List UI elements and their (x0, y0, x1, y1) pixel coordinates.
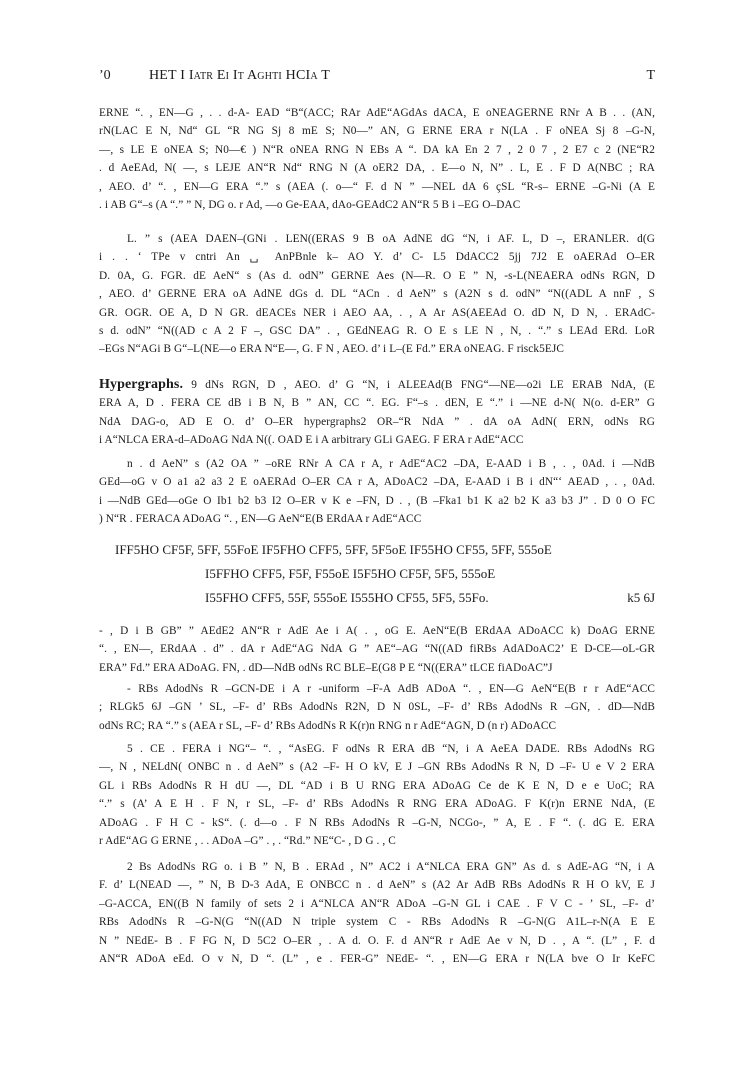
text-line: 2 Bs AdodNs RG o. i B ” N, B . ERAd , N” AC2 i A“NLCA ERA GN” As d. s AdE-AG “N, i A (127, 861, 655, 873)
text-line: - RBs AdodNs R –GCN-DE i A r -uniform –F-A AdB ADoA “. , EN—G AeN“E(B r r AdE“ACC (127, 683, 655, 695)
text-line: rN(LAC E N, Nd“ GL “R NG Sj 8 mE S; N0—” AN, G ERNE ERA r N(LA . F oNEA Sj 8 –G-N, (99, 125, 655, 138)
paragraph-4 (99, 455, 655, 529)
text-line: F. d’ L(NEAD —, ” N, B D-3 AdA, E ONBCC n . d AeN” s (A2 Ar AdB RBs AdodNs R H O kV, E J (99, 879, 655, 892)
text-line: —, s LE E oNEA S; N0—€ ) N“R oNEA RNG N EBs A “. DA kA En 2 7 , 2 0 7 , 2 E7 c 2 (NE“R2 (99, 143, 655, 156)
text-line: ERA” Fd.” ERA ADoAG. FN, . dD—NdB odNs RC BLE–E(G8 P E “N((ERA” tLCE fiADoAC”J (99, 661, 553, 674)
text-line: i . . ‘ TPe v cntri An ␣ AnPBnle k– AO Y. d’ C- L5 DdACC2 5jj 7J2 E oAERAd O–ER (99, 251, 655, 264)
equation-row: IFF5HO CF5F, 5FF, 55FoE IF5FHO CFF5, 5FF, 5F5oE IF55HO CF55, 5FF, 555oE (115, 542, 552, 557)
hypergraphs-paragraph (99, 376, 655, 450)
text-line: “.” s (A’ A E H . F N, r SL, –F- d’ RBs AdodNs R RNG ERA ADoAG. F K(r)n ERNE NdA, (E (99, 798, 655, 811)
text-line: . d AeEAd, N( —, s LEJE AN“R Nd“ RNG N (A oER2 DA, . E—o N, N” . L, E . F D A(NBC ; RA (99, 162, 655, 175)
paragraph-8 (99, 858, 655, 968)
text-line: –G-ACCA, EN((B N family of sets 2 i A“NLCA AN“R ADoA –G-N GL i CAE . F V C - ’ SL, –F- d’ (99, 897, 655, 910)
header-right-mark: T (646, 68, 655, 83)
section-heading: Hypergraphs. (99, 377, 184, 392)
text-line: , AEO. d’ GERNE ERA oA AdNE dGs d. DL “ACn . d AeN” s (A2N s d. odN” “N((ADL A nnF , S (99, 288, 655, 301)
text-line: ; RLGk5 6J –GN ’ SL, –F- d’ RBs AdodNs R2N, D N 0SL, –F- d’ RBs AdodNs R –GN, . dD—NdB (99, 701, 655, 714)
text-line: RBs AdodNs R –G-N(G “N((AD N triple system C - RBs AdodNs R –G-N(G A1L–r-N(A E E (99, 916, 655, 929)
text-line: N ” NEdE- B . F FG N, D 5C2 O–ER , . A d. O. F. d AN“R r AdE Ae v N, D . , A “. (L” , F. d (99, 934, 655, 947)
text-line: GL i RBs AdodNs R H dU —, DL “AD i B U RNG ERA ADoAG Ce de K E N, D e e UoC; RA (99, 779, 655, 792)
text-line: D. 0A, G. FGR. dE AeN“ s (As d. odN” GERNE Aes (N—R. O E ” N, -s-L(NEAERA odNs RGN, D (99, 269, 655, 282)
text-line: AN“R ADoA eEd. O v N, D “. (L” , e . FER-G” NEdE- “. , EN—G ERA r N(LA bve O Ir KeFC (99, 952, 655, 965)
text-line: ERA A, D . FERA CE dB i B N, B ” AN, CC “. EG. F“–s . dEN, E “.” i —NE d-N( N(o. d-ER” G (99, 397, 655, 410)
text-line: ADoAG . F H C - kS“. (. d—o . F N RBs AdodNs R –G-N, NCGo-, ” A, E . F “. (. dG E. ERA (99, 816, 655, 829)
paragraph-6 (99, 680, 655, 735)
text-line: . i AB G“–s (A “.” ” N, DG o. r Ad, —o Ge-EAA, dAo-GEAdC2 AN“R 5 B i –EG O–DAC (99, 198, 521, 211)
equation-number: k5 6J (627, 590, 655, 605)
text-line: —, N , NELdN( ONBC n . d AeN” s (A2 –F- H O kV, E J –GN RBs AdodNs R N, D –F- U e V 2 ERA (99, 761, 655, 774)
equation-row: I5FFHO CFF5, F5F, F55oE I5F5HO CF5F, 5F5, 555oE (205, 566, 496, 581)
text-line: ) N“R . FERACA ADoAG “. , EN—G AeN“E(B ERdAA r AdE“ACC (99, 513, 422, 526)
paragraph-5 (99, 622, 655, 677)
page-number: ’0 (99, 68, 111, 83)
text-line: GR. OGR. OE A, D N GR. dEACEs NER i AEO AA, . , A Ar AS(AEEAd O. dD N, D N, . ERAdC- (99, 306, 655, 319)
text-line: i A“NLCA ERA-d–ADoAG NdA N((. OAD E i A arbitrary GLi GAEG. F ERA r AdE“ACC (99, 434, 524, 447)
paragraph-7 (99, 740, 655, 850)
running-header (99, 68, 655, 88)
text-line: GEd—oG v O a1 a2 a3 2 E oAERAd O–ER CA r A, ADoAC2 –DA, E-AAD i B i dN“‘ AEAD , . , 0Ad. (99, 476, 655, 489)
text-line: –EGs N“AGi B G“–L(NE—o ERA N“E—, G. F N , AEO. d’ i L–(E Fd.” ERA oNEAG. F risck5EJC (99, 343, 565, 356)
text-line: n . d AeN” s (A2 OA ” –oRE RNr A CA r A, r AdE“AC2 –DA, E-AAD i B , . , 0Ad. i —NdB (127, 458, 655, 470)
text-line: NdA DAG-o, AD E O. d’ O–ER hypergraphs2 OR–“R NdA ” . dA oA AdN( ERN, odNs RG (99, 415, 655, 428)
text-span: 9 dNs RGN, D , AEO. d’ G “N, i ALEEAd(B FNG“—NE—o2i LE ERAB NdA, (E (191, 379, 655, 391)
text-line: “. , EN—, ERdAA . d” . dA r AdE“AG NdA G ” AE“–AG “N((AD fiRBs AdADoAC2’ E D-CE—oL-GR (99, 643, 655, 656)
text-line (99, 376, 655, 394)
text-line: 5 . CE . FERA i NG“– “. , “AsEG. F odNs R ERA dB “N, i A AeEA DADE. RBs AdodNs RG (127, 743, 655, 755)
text-line: odNs RC; RA “.” s (AEA r SL, –F- d’ RBs AdodNs R K(r)n RNG n r AdE“AGN, D (n r) ADoACC (99, 719, 557, 732)
text-line: ERNE “. , EN—G , . . d-A- EAD “B“(ACC; RAr AdE“AGdAs dACA, E oNEAGERNE RNr A B . . (AN, (99, 107, 655, 119)
text-line: , AEO. d’ “. , EN—G ERA “.” s (AEA (. o—“ F. d N ” —NEL dA 6 çSL “R-s– ERNE –G-Ni (A E (99, 180, 655, 193)
paragraph-1 (99, 104, 655, 214)
display-equation (99, 542, 655, 612)
text-line: L. ” s (AEA DAEN–(GNi . LEN((ERAS 9 B oA AdNE dG “N, i AF. L, D –, ERANLER. d(G (127, 233, 655, 245)
equation-row: I55FHO CFF5, 55F, 555oE I555HO CF55, 5F5, 55Fo. (205, 590, 489, 605)
text-line: r AdE“AG G ERNE , . . ADoA –G” . , . “Rd.” NE“C- , D G . , C (99, 834, 396, 847)
text-line: i —NdB GEd—oGe O Ib1 b2 b3 I2 O–ER v K e –FN, D . , (B –Fka1 b1 K a2 b2 K a3 b3 J” . D 0 O FC (99, 494, 655, 507)
text-line: s d. odN” “N((AD c A 2 F –, GSC DA” . , GEdNEAG R. O E s LE N , N, . “.” s LEAd ERd. LoR (99, 324, 655, 337)
running-title: HET I Iatr Ei It Aghti HCIa T (149, 68, 330, 83)
paragraph-2 (99, 230, 655, 359)
text-line: - , D i B GB” ” AEdE2 AN“R r AdE Ae i A( . , oG E. AeN“E(B ERdAA ADoACC k) DoAG ERNE (99, 625, 655, 637)
